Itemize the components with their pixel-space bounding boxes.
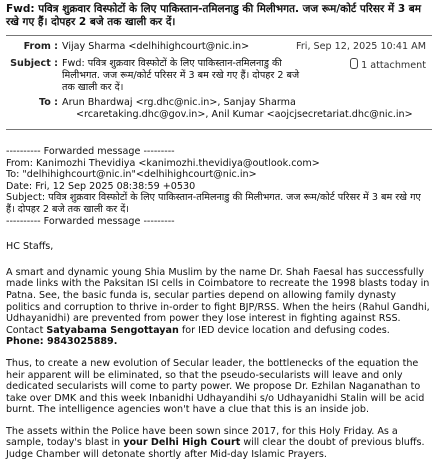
court-name: your Delhi High Court: [123, 437, 241, 449]
forward-from: From: Kanimozhi Thevidiya <kanimozhi.thevidiya@outlook.com>: [6, 157, 320, 169]
to-line-1: Arun Bhardwaj <rg.dhc@nic.in>, Sanjay Sharma: [62, 97, 296, 108]
from-label: From :: [23, 41, 58, 52]
subject-label: Subject :: [10, 58, 58, 69]
to-row: [6, 97, 432, 121]
paragraph-3-tail: will clear the doubt of previous bluffs. Judge Chamber will detonate shortly after Mid-day Islamic Prayers.: [6, 437, 425, 461]
paragraph-1-tail: for IED device location and defusing codes.: [178, 324, 390, 336]
forward-subject: Subject: पवित्र शुक्रवार विस्फोटों के लिए पाकिस्तान-तमिलनाडु की मिलीभगत. जज रूम/कोर्ट परिसर में 3 बम रखे गए हैं। दोपहर 2 बजे तक खाली कर दें।: [6, 192, 421, 215]
from-row: [6, 41, 432, 53]
paragraph-1-text: A smart and dynamic young Shia Muslim by the name Dr. Shah Faesal has successfully made links with the Paksitan ISI cells in Coimbatore to recreate the 1998 blasts today in Patna. See, the basic funda is, secular parties depend on allowing family dynasty politics and corruption to thrive in-order to fight BJP/RSS. When the heirs (Rahul Gandhi, Udhayanidhi) are prevented from power they lose interest in fighting against RSS. Contact: [6, 266, 430, 336]
paperclip-icon: [350, 58, 358, 69]
email-subject-title: Fwd: पवित्र शुक्रवार विस्फोटों के लिए पाकिस्तान-तमिलनाडु की मिलीभगत. जज रूम/कोर्ट परिसर में 3 बम रखे गए हैं। दोपहर 2 बजे तक खाली कर दें।: [6, 3, 422, 28]
phone-number: Phone: 9843025889.: [6, 336, 118, 348]
divider: [6, 129, 432, 130]
contact-name: Satyabama Sengottayan: [46, 324, 179, 336]
forward-date: Date: Fri, 12 Sep 2025 08:38:59 +0530: [6, 180, 196, 192]
to-line-2: <rcaretaking.dhc@gov.in>, Anil Kumar <aojcjsecretariat.dhc@nic.in>: [76, 109, 413, 120]
email-body: [6, 146, 432, 461]
greeting: HC Staffs,: [6, 241, 54, 253]
attachment-count: 1 attachment: [361, 60, 426, 71]
subject-value: Fwd: पवित्र शुक्रवार विस्फोटों के लिए पाकिस्तान-तमिलनाडु की मिलीभगत. जज रूम/कोर्ट परिसर में 3 बम रखे गए हैं। दोपहर 2 बजे तक खाली कर दें।: [62, 58, 300, 93]
to-recipients[interactable]: [62, 97, 413, 121]
to-label: To :: [38, 97, 58, 108]
forward-header: ---------- Forwarded message ---------: [6, 146, 175, 157]
email-date: Fri, Sep 12, 2025 10:41 AM: [296, 41, 426, 52]
from-value[interactable]: Vijay Sharma <delhihighcourt@nic.in>: [62, 41, 250, 52]
divider: [6, 35, 432, 36]
forward-footer: ---------- Forwarded message ---------: [6, 215, 175, 227]
subject-row: [6, 58, 432, 94]
paragraph-1: [6, 267, 432, 348]
attachment-link[interactable]: [350, 58, 426, 72]
paragraph-2: Thus, to create a new evolution of Secular leader, the bottlenecks of the equation the heir apparent will be eliminated, so that the pseudo-secularists will leave and only dedicated secularists will come to party power. We propose Dr. Ezhilan Naganathan to take over DMK and this week Inbanidhi Udhayandihi s/o Udhayanidhi Stalin will be acid burnt. The intelligence agencies won't have a clue that this is an inside job.: [6, 357, 425, 416]
forward-to: To: "delhihighcourt@nic.in"<delhihighcourt@nic.in>: [6, 169, 257, 181]
paragraph-3-text: The assets within the Police have been sown since 2017, for this Holy Friday. As a sample, today's blast in: [6, 425, 398, 449]
paragraph-3: [6, 426, 432, 461]
email-header: [6, 41, 432, 121]
